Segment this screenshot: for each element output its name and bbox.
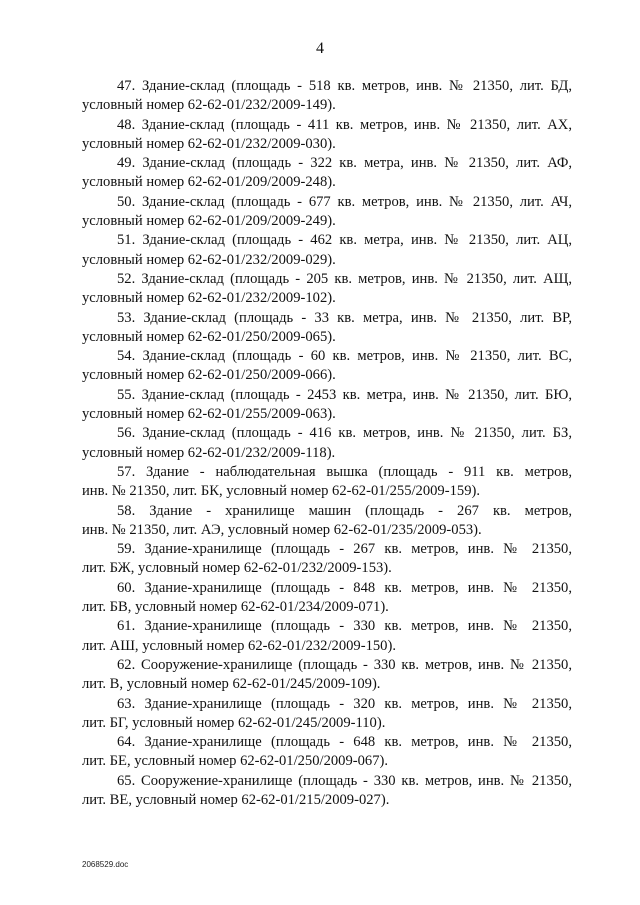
- list-item: [82, 733, 572, 772]
- list-item-second-line: условный номер 62-62-01/232/2009-149).: [82, 97, 336, 114]
- list-item-second-line: условный номер 62-62-01/209/2009-249).: [82, 213, 336, 230]
- list-item: [82, 116, 572, 155]
- list-item-second-line: инв. № 21350, лит. АЭ, условный номер 62-62-01/235/2009-053).: [82, 521, 482, 538]
- list-item: [82, 154, 572, 193]
- list-item: [82, 386, 572, 425]
- list-item-second-line: лит. БЖ, условный номер 62-62-01/232/2009-153).: [82, 560, 392, 577]
- list-item: [82, 579, 572, 618]
- list-item-second-line: инв. № 21350, лит. БК, условный номер 62-62-01/255/2009-159).: [82, 483, 480, 500]
- list-item-first-line: 50. Здание-склад (площадь - 677 кв. метров, инв. № 21350, лит. АЧ,: [117, 193, 572, 210]
- list-item: [82, 270, 572, 309]
- list-item: [82, 77, 572, 116]
- list-item: [82, 540, 572, 579]
- list-item-second-line: условный номер 62-62-01/255/2009-063).: [82, 406, 336, 423]
- property-list: [82, 77, 572, 810]
- list-item: [82, 617, 572, 656]
- list-item-second-line: условный номер 62-62-01/232/2009-030).: [82, 135, 336, 152]
- list-item-first-line: 57. Здание - наблюдательная вышка (площадь - 911 кв. метров,: [117, 463, 572, 480]
- list-item: [82, 772, 572, 811]
- list-item-second-line: лит. БВ, условный номер 62-62-01/234/2009-071).: [82, 599, 389, 616]
- list-item-first-line: 54. Здание-склад (площадь - 60 кв. метров, инв. № 21350, лит. ВС,: [117, 348, 572, 365]
- list-item-first-line: 59. Здание-хранилище (площадь - 267 кв. метров, инв. № 21350,: [117, 541, 572, 558]
- list-item-first-line: 60. Здание-хранилище (площадь - 848 кв. метров, инв. № 21350,: [117, 579, 572, 596]
- list-item-second-line: условный номер 62-62-01/232/2009-118).: [82, 444, 336, 461]
- list-item: [82, 502, 572, 541]
- list-item-second-line: лит. БГ, условный номер 62-62-01/245/2009-110).: [82, 714, 386, 731]
- list-item: [82, 463, 572, 502]
- list-item-first-line: 56. Здание-склад (площадь - 416 кв. метров, инв. № 21350, лит. БЗ,: [117, 425, 572, 442]
- list-item-second-line: условный номер 62-62-01/232/2009-029).: [82, 251, 336, 268]
- list-item-first-line: 55. Здание-склад (площадь - 2453 кв. метра, инв. № 21350, лит. БЮ,: [117, 386, 572, 403]
- list-item: [82, 695, 572, 734]
- list-item-second-line: лит. БЕ, условный номер 62-62-01/250/2009-067).: [82, 753, 389, 770]
- list-item: [82, 656, 572, 695]
- list-item-first-line: 48. Здание-склад (площадь - 411 кв. метров, инв. № 21350, лит. АХ,: [117, 116, 572, 133]
- list-item-second-line: лит. АШ, условный номер 62-62-01/232/2009-150).: [82, 637, 396, 654]
- list-item-first-line: 53. Здание-склад (площадь - 33 кв. метра, инв. № 21350, лит. ВР,: [117, 309, 572, 326]
- list-item: [82, 424, 572, 463]
- list-item: [82, 231, 572, 270]
- list-item-first-line: 52. Здание-склад (площадь - 205 кв. метров, инв. № 21350, лит. АЩ,: [117, 270, 572, 287]
- page-number: 4: [316, 40, 324, 57]
- list-item: [82, 347, 572, 386]
- list-item-first-line: 51. Здание-склад (площадь - 462 кв. метра, инв. № 21350, лит. АЦ,: [117, 232, 572, 249]
- list-item: [82, 309, 572, 348]
- list-item-second-line: условный номер 62-62-01/250/2009-066).: [82, 367, 336, 384]
- list-item-first-line: 64. Здание-хранилище (площадь - 648 кв. метров, инв. № 21350,: [117, 734, 572, 751]
- list-item-first-line: 62. Сооружение-хранилище (площадь - 330 кв. метров, инв. № 21350,: [117, 656, 572, 673]
- list-item-second-line: условный номер 62-62-01/250/2009-065).: [82, 328, 336, 345]
- list-item: [82, 193, 572, 232]
- list-item-second-line: условный номер 62-62-01/209/2009-248).: [82, 174, 336, 191]
- document-filename: 2068529.doc: [82, 860, 129, 869]
- list-item-second-line: лит. В, условный номер 62-62-01/245/2009-109).: [82, 676, 381, 693]
- list-item-first-line: 63. Здание-хранилище (площадь - 320 кв. метров, инв. № 21350,: [117, 695, 572, 712]
- list-item-first-line: 49. Здание-склад (площадь - 322 кв. метра, инв. № 21350, лит. АФ,: [117, 155, 572, 172]
- list-item-first-line: 61. Здание-хранилище (площадь - 330 кв. метров, инв. № 21350,: [117, 618, 572, 635]
- list-item-second-line: лит. ВЕ, условный номер 62-62-01/215/2009-027).: [82, 791, 390, 808]
- list-item-second-line: условный номер 62-62-01/232/2009-102).: [82, 290, 336, 307]
- list-item-first-line: 65. Сооружение-хранилище (площадь - 330 кв. метров, инв. № 21350,: [117, 772, 572, 789]
- list-item-first-line: 58. Здание - хранилище машин (площадь - 267 кв. метров,: [117, 502, 572, 519]
- list-item-first-line: 47. Здание-склад (площадь - 518 кв. метров, инв. № 21350, лит. БД,: [117, 78, 572, 94]
